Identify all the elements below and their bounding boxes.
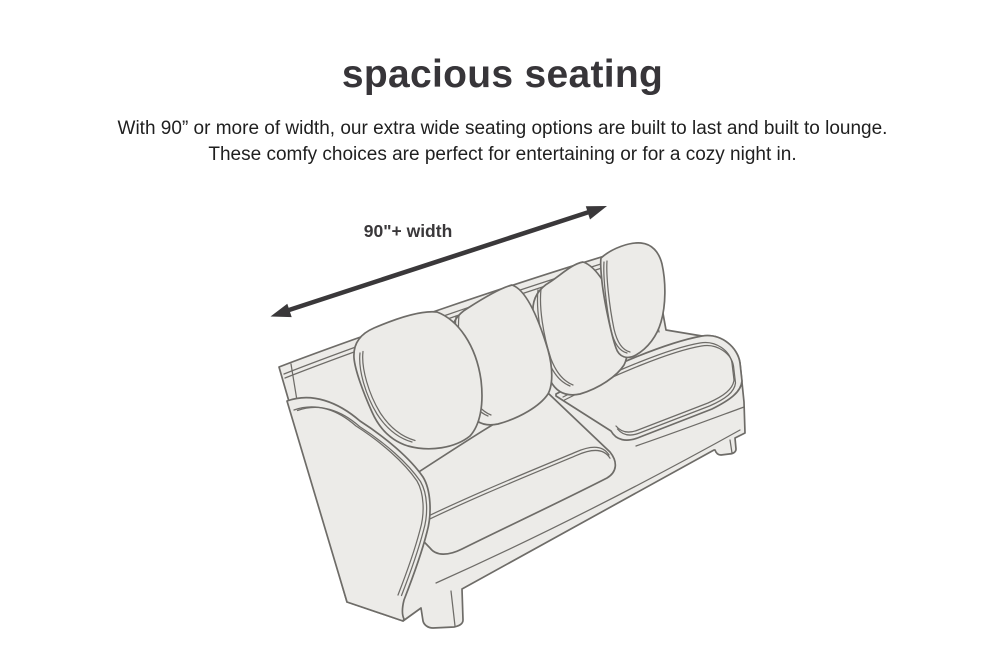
- description-line-2: These comfy choices are perfect for entertaining or for a cozy night in.: [208, 144, 797, 165]
- width-dimension-label: 90"+ width: [363, 221, 453, 241]
- arrow-head-right: [586, 206, 607, 220]
- arrow-head-left: [271, 304, 292, 317]
- page-title: spacious seating: [341, 53, 664, 96]
- description-line-1: With 90” or more of width, our extra wide seating options are built to last and built to lounge.: [117, 118, 888, 139]
